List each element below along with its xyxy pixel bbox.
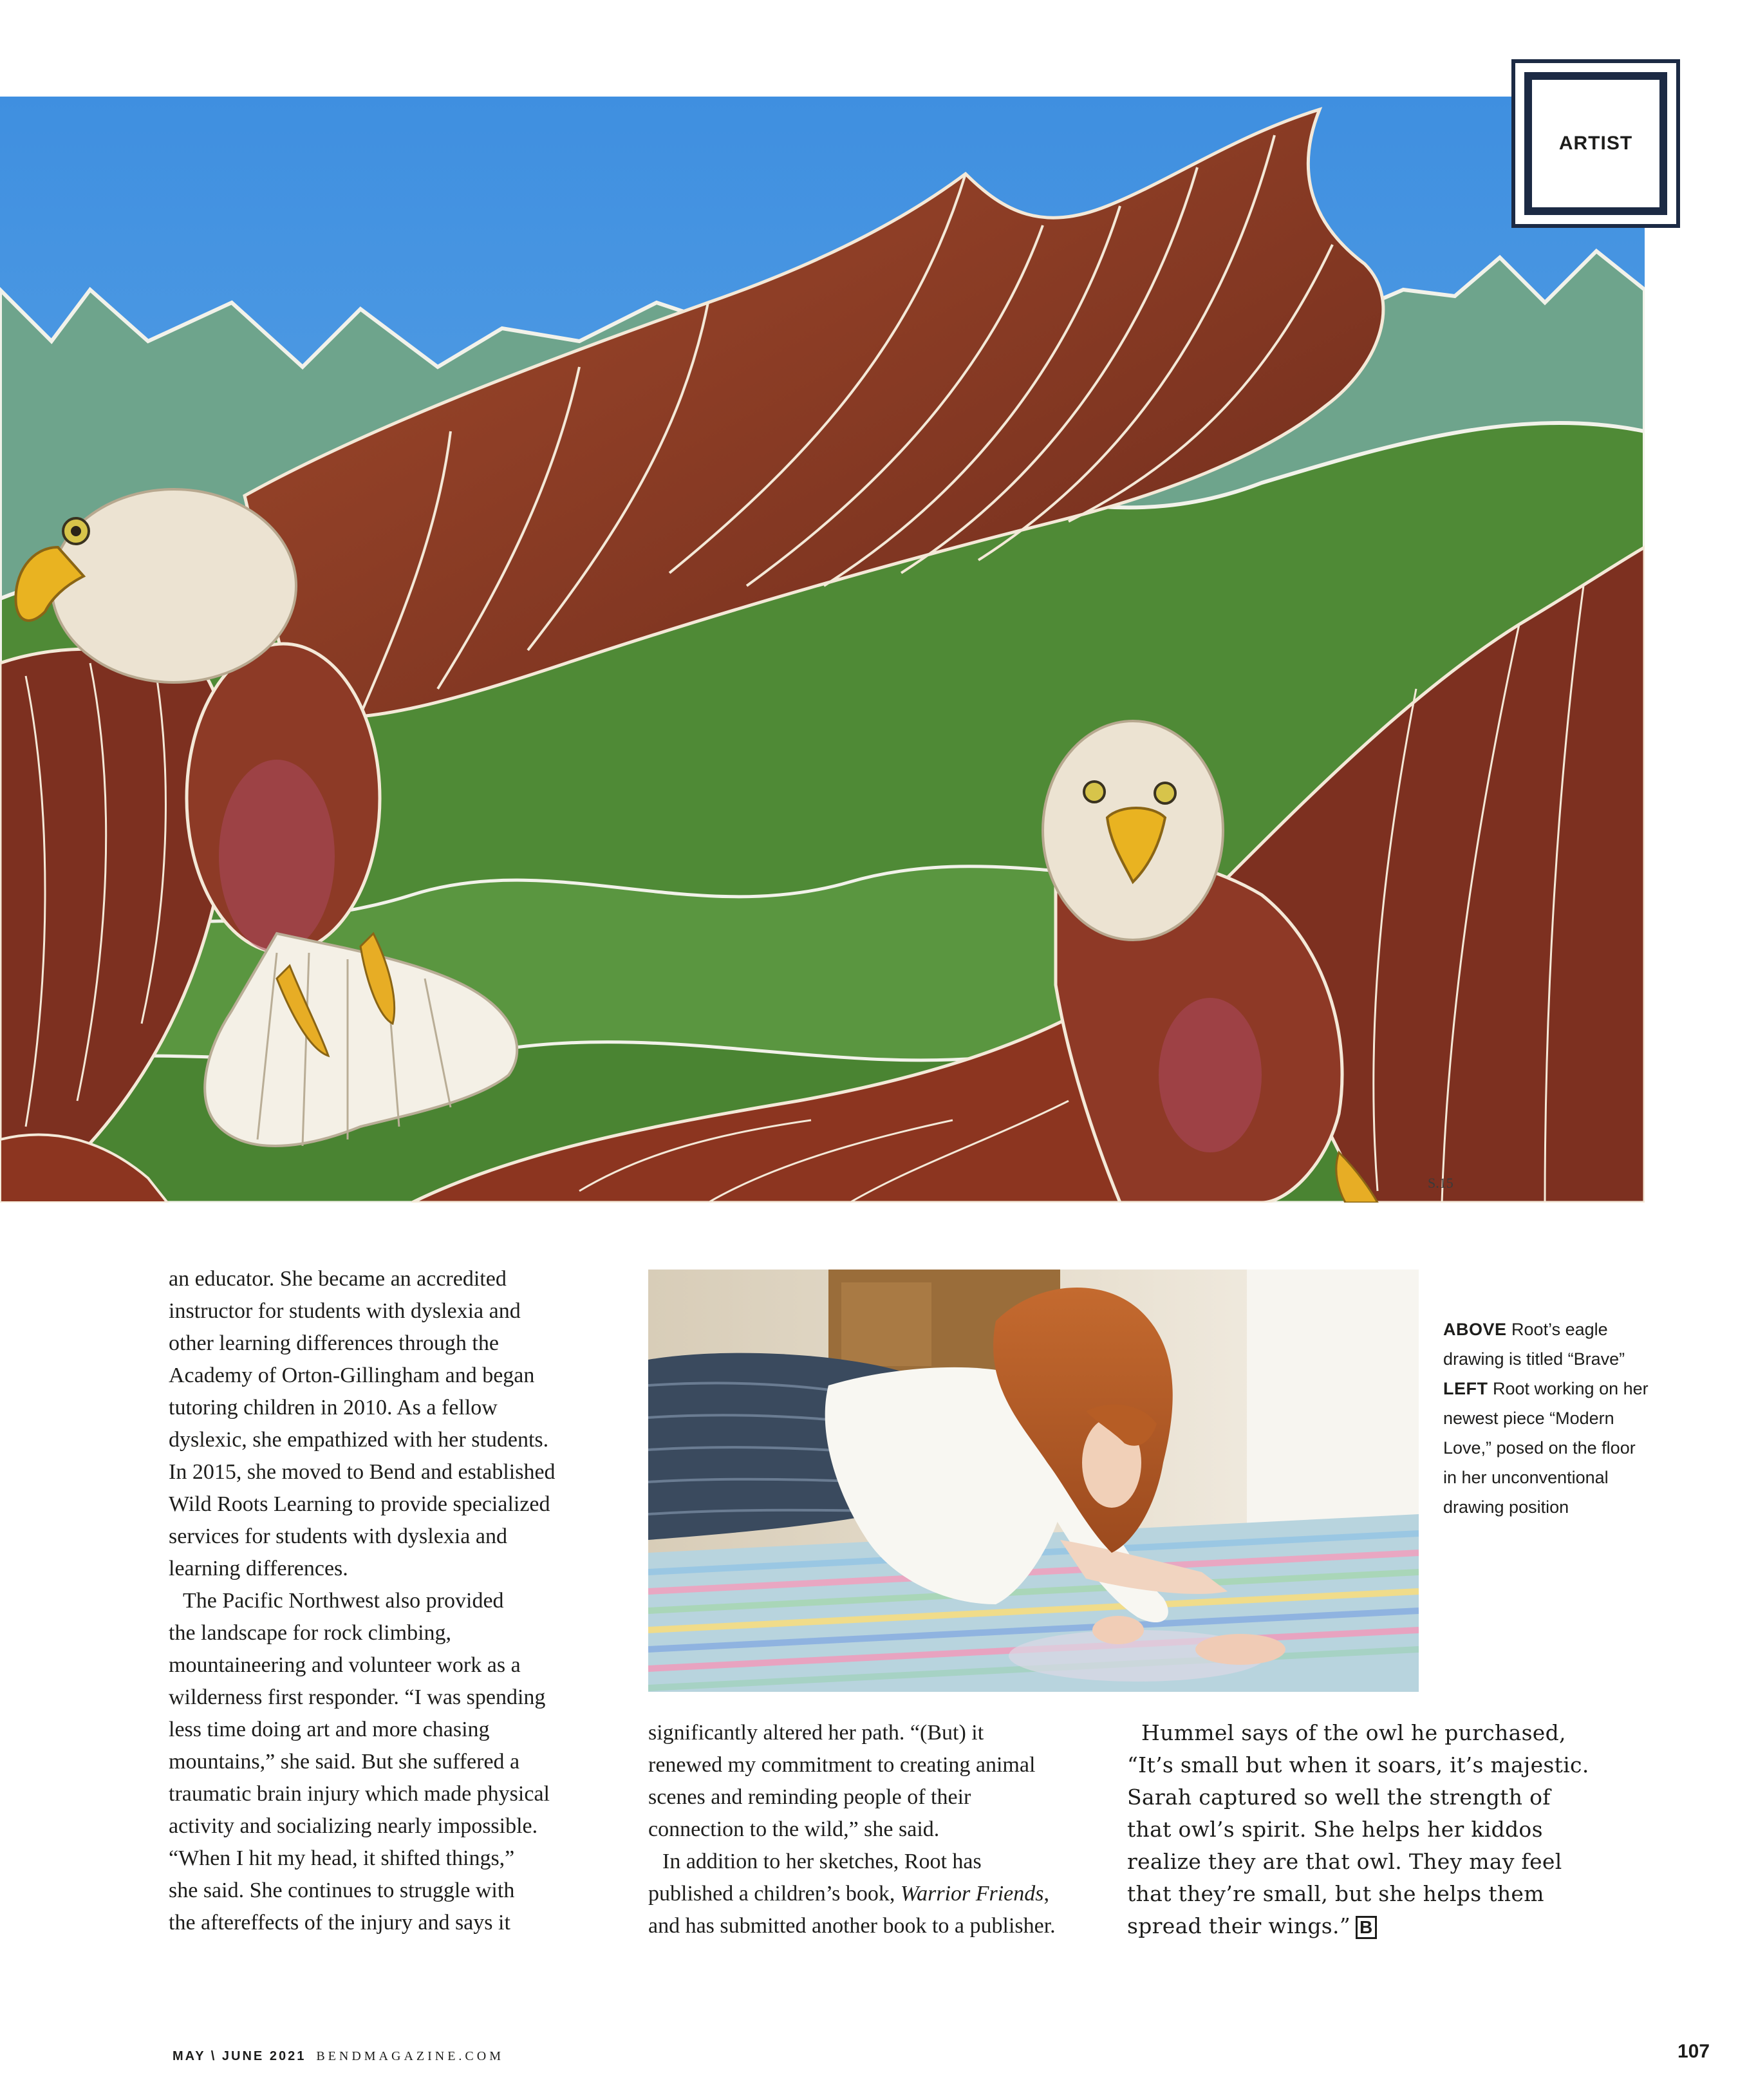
left-eagle-head [51,489,296,682]
caption-above-label: ABOVE [1443,1320,1507,1339]
body-line: the landscape for rock climbing, [169,1621,452,1645]
body-line: scenes and reminding people of their [648,1785,971,1809]
body-line: renewed my commitment to creating animal [648,1753,1036,1777]
body-line: The Pacific Northwest also provided [183,1589,504,1613]
body-line: the aftereffects of the injury and says it [169,1911,510,1935]
body-line: mountains,” she said. But she suffered a [169,1750,520,1774]
body-column-2 [648,1717,1099,1942]
body-line: Sarah captured so well the strength of [1127,1785,1551,1810]
artist-photo [648,1270,1419,1692]
footer-issue-date: MAY \ JUNE 2021 [173,2049,306,2063]
body-line: “When I hit my head, it shifted things,” [169,1846,515,1870]
book-title: Warrior Friends [900,1882,1044,1906]
body-line: connection to the wild,” she said. [648,1817,940,1841]
body-line: and has submitted another book to a publisher. [648,1914,1056,1938]
caption-above-text: Root’s eagle drawing is titled “Brave” [1443,1320,1625,1369]
body-line: “It’s small but when it soars, it’s majestic. [1127,1752,1589,1777]
body-line: activity and socializing nearly impossible. [169,1814,538,1838]
body-line: that owl’s spirit. She helps her kiddos [1127,1817,1543,1842]
body-line: an educator. She became an accredited [169,1267,507,1291]
body-line: In addition to her sketches, Root has [662,1850,982,1873]
artist-signature: S.15 [1428,1175,1453,1191]
section-tag-label: ARTIST [1558,133,1633,154]
body-column-1 [169,1263,619,1939]
photo-caption [1443,1315,1649,1522]
body-line [648,1878,1099,1910]
body-line: realize they are that owl. They may feel [1127,1849,1562,1874]
body-line: Wild Roots Learning to provide specialized [169,1492,550,1516]
body-line: Academy of Orton-Gillingham and began [169,1364,535,1387]
body-line: other learning differences through the [169,1331,499,1355]
body-column-3 [1127,1717,1591,1942]
body-line: tutoring children in 2010. As a fellow [169,1396,498,1420]
body-line [1127,1910,1591,1942]
artist-photo-image [648,1270,1419,1692]
end-mark-icon: B [1356,1916,1377,1939]
body-line: services for students with dyslexia and [169,1524,507,1548]
caption-left-text: Root working on her newest piece “Modern Love,” posed on the floor in her unconventional drawing position [1443,1379,1649,1517]
page-number: 107 [1677,2041,1710,2062]
body-line: wilderness first responder. “I was spending [169,1685,546,1709]
eagle-drawing [0,97,1645,1203]
body-line: that they’re small, but she helps them [1127,1881,1544,1906]
body-line: In 2015, she moved to Bend and established [169,1460,556,1484]
body-text: published a children’s book, [648,1882,901,1906]
drawing-hand [1092,1616,1144,1644]
body-text: spread their wings.” [1127,1913,1350,1938]
body-line: traumatic brain injury which made physical [169,1782,550,1806]
body-line: less time doing art and more chasing [169,1718,490,1741]
body-line: significantly altered her path. “(But) it [648,1721,984,1745]
body-line: instructor for students with dyslexia and [169,1299,521,1323]
section-tag [1511,59,1680,228]
caption-left-label: LEFT [1443,1379,1488,1398]
body-line: mountaineering and volunteer work as a [169,1653,521,1677]
body-line: she said. She continues to struggle with [169,1879,515,1902]
body-text: , [1043,1882,1050,1906]
footer-website: BENDMAGAZINE.COM [316,2049,504,2063]
footer [173,2049,504,2064]
body-line: Hummel says of the owl he purchased, [1141,1720,1566,1745]
body-line: dyslexic, she empathized with her students. [169,1428,549,1452]
body-line: learning differences. [169,1557,348,1580]
hero-illustration [0,97,1645,1203]
